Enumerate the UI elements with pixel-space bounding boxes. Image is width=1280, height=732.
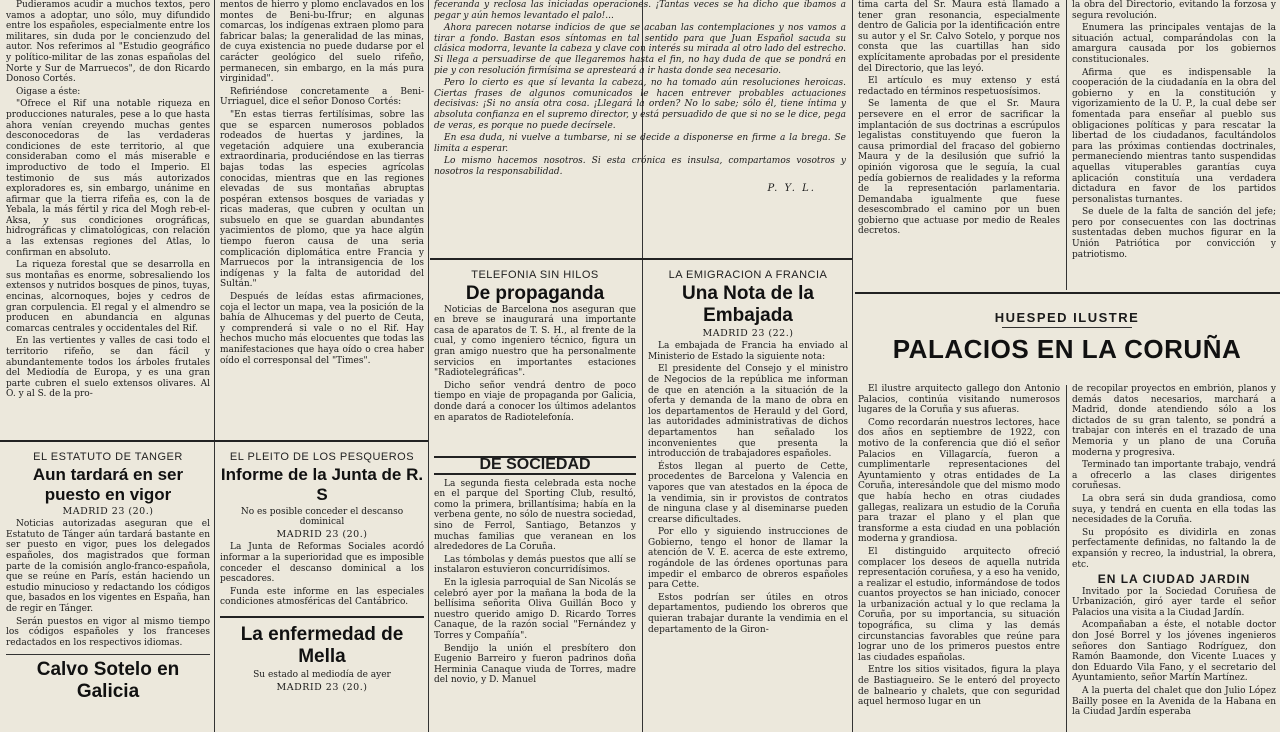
article-body [220, 0, 424, 366]
article-emigracion [648, 270, 848, 732]
paragraph: El distinguido arquitecto ofreció complacer los deseos de aquella nutrida representación coruñesa, y a eso ha venido, a realizar el estudio, informándose de todos cuantos proyectos se han iniciado, conocer la urbanización actual y lo que reclama la Coruña, por su importancia, su situación topográfica, su clima y las demás circunstancias favorables que reúne para lograr uno de los primeros puestos entre las ciudades españolas. [858, 546, 1060, 663]
dateline: MADRID 23 (20.) [276, 681, 368, 693]
paragraph: La Junta de Reformas Sociales acordó informar a la superioridad que es imposible conceder el descanso dominical a los pescadores. [220, 542, 424, 585]
divider [1002, 327, 1132, 328]
headline: Calvo Sotelo en Galicia [36, 659, 180, 703]
paragraph: El presidente del Consejo y el ministro de Negocios de la república me informan de que en atención a la situación de la oferta y demanda de la mano de obra en los departamentos de Herauld y del Gord, las autoridades administrativas de dichos departamentos han señalado los inconvenientes que presenta la introducción de trabajadores españoles. [648, 364, 848, 460]
paragraph: Acompañaban a éste, el notable doctor don José Borrel y los jóvenes ingenieros señores don Santiago Rodríguez, don Ramón Baamonde, don Vicente Luaces y don Eduardo Vila Fano, y el secretario del Ayuntamiento, señor Martín Martínez. [1072, 620, 1276, 684]
section-rule [0, 440, 428, 442]
headline: PALACIOS EN LA CORUÑA [892, 334, 1242, 364]
headline: Informe de la Junta de R. S [220, 464, 424, 504]
paragraph: Pudieramos acudir a muchos textos, pero vamos a adoptar, uno sólo, muy difundido entre los españoles, especialmente entre los militares, sin duda por le concienzudo del autor. Nos referimos al "Estudio geográfico y político-militar de las zonas españolas del Norte y Sur de Marruecos", de don Ricardo Donoso Cortés. [6, 0, 210, 85]
paragraph: Estos podrían ser útiles en otros departamentos, pudiendo los obreros que quieran trabajar durante la vendimia en el departamento de la Giron- [648, 592, 848, 635]
paragraph: La obra será sin duda grandiosa, como suya, y tendrá en cuenta en ella todas las necesidades de la Coruña. [1072, 493, 1276, 526]
headline: De propaganda [465, 282, 605, 304]
dateline: MADRID 23 (20.) [276, 528, 368, 540]
article-tanger [6, 452, 210, 732]
paragraph: Noticias de Barcelona nos aseguran que en breve se inaugurará una importante casa de aparatos de T. S. H., al frente de la cual, y como ingeniero técnico, figura un gran amigo nuestro que ha personalmente servicios en importantes estaciones "Radiotelegráficas". [434, 304, 636, 379]
kicker: EL ESTATUTO DE TANGER [33, 452, 183, 463]
paragraph: tima carta del Sr. Maura está llamado a tener gran resonancia, especialmente dentro de Galicia por la identificación entre su autor y el Sr. Calvo Sotelo, y porque nos consta que las cuartillas han sido explícitamente aprobadas por el presidente del Directorio, que las leyó. [858, 0, 1060, 74]
paragraph: la obra del Directorio, evitando la forzosa y segura revolución. [1072, 0, 1276, 21]
paragraph: Noticias autorizadas aseguran que el Estatuto de Tánger aún tardará bastante en ser puesto en vigor, pues los delegados españoles, dos magistrados que forman parte de la comisión anglo-franco-española, que se reúne en París, están haciendo un estudio minucioso y redactando los códigos que, basados en los vigentes en España, han de regir en Tánger. [6, 519, 210, 614]
subtitle: No es posible conceder el descanso dominical [240, 506, 404, 528]
article-body [858, 384, 1060, 708]
paragraph: El ilustre arquitecto gallego don Antonio Palacios, continúa visitando numerosos lugares de la Coruña y sus afueras. [858, 384, 1060, 416]
paragraph: Oigase a éste: [16, 86, 81, 97]
column-rule [428, 0, 429, 732]
paragraph: "Ofrece el Rif una notable riqueza en producciones naturales, pese a lo que hasta ahora venían creyendo muchas gentes desconocedoras de las verdaderas condiciones de este territorio, al que consideraban como el más miserable e improductivo de todo el Imperio. El testimonio de sus más autorizados exploradores es, sin embargo, unánime en afirmar que la tierra rifeña es, con la de Yebala, la más fértil y rica del Mogh reb-el-Aksa, y sus condiciones orográficas, hidrográficas y climatológicas, con relación a las extensas regiones del Atlas, lo confirman en absoluto. [6, 99, 210, 258]
article-rif-column-2 [220, 0, 424, 436]
paragraph: Serán puestos en vigor al mismo tiempo los códigos españoles y los franceses redactados en los respectivos idiomas. [6, 616, 210, 648]
paragraph: El artículo es muy extenso y está redactado en términos respetuosísimos. [858, 76, 1060, 97]
article-telefonia [434, 270, 636, 448]
article-body [6, 0, 210, 400]
paragraph: Por ello y siguiendo instrucciones de Gobierno, tengo el honor de llamar la atención de V. E. acerca de este extremo, rogándole de las órdenes oportunas para impedir el embarco de obreros españoles para Cette. [648, 527, 848, 591]
kicker: LA EMIGRACION A FRANCIA [668, 270, 828, 281]
article-rif-column-1 [6, 0, 210, 436]
paragraph: Bendijo la unión el presbítero don Eugenio Barreiro y fueron padrinos doña Herminia Canaque viuda de Torres, madre del novio, y D. Manuel [434, 643, 636, 686]
subtitle: Su estado al mediodía de ayer [253, 669, 391, 680]
paragraph: de recopilar proyectos en embrión, planos y demás datos necesarios, marchará a Madrid, donde atendiendo sólo a los dictados de su gran talento, se pondrá a trabajar con interés en el trazado de una Memoria y un plano de una Coruña moderna y progresiva. [1072, 384, 1276, 458]
paragraph: Funda este informe en las especiales condiciones atmosféricas del Cantábrico. [220, 586, 424, 608]
paragraph: Enumera las principales ventajas de la situación actual, comparándolas con la amargura causada por los gobiernos constitucionales. [1072, 23, 1276, 65]
article-body [6, 519, 210, 648]
paragraph: Lo mismo hacemos nosotros. Si esta crónica es insulsa, compartamos vosotros y nosotros la responsabilidad. [434, 156, 846, 177]
article-body [434, 479, 636, 686]
section-rule [430, 258, 852, 260]
article-pesqueros [220, 452, 424, 732]
paragraph: A la puerta del chalet que don Julio López Bailly posee en la Avenida de la Habana en la Ciudad Jardín esperaba [1072, 686, 1276, 718]
column-rule [214, 0, 215, 732]
divider [6, 654, 210, 655]
paragraph: Éstos llegan al puerto de Cette, procedentes de Barcelona y Valencia en vapores que van atestados en la época de la vendimia, sin ir provistos de contratos de ninguna clase y al diseminarse pueden crearse dificultades. [648, 461, 848, 525]
headline: Una Nota de la Embajada [682, 282, 814, 326]
dateline: MADRID 23 (20.) [62, 505, 154, 517]
section-headline: DE SOCIEDAD [434, 456, 636, 475]
section-rule [855, 292, 1280, 294]
paragraph: Su propósito es dividirla en zonas perfectamente definidas, no faltando la de expansión y recreo, la industrial, la obrera, etc. [1072, 527, 1276, 570]
paragraph: mentos de hierro y plomo enclavados en los montes de Beni-bu-Ifrur; en algunas comarcas, los indígenas extraen plomo para fabricar balas; la generalidad de las minas, de cuya existencia no puede dudarse por el carácter geológico del suelo rifeño, permanecen, sin embargo, en la más pura virginidad". [220, 0, 424, 85]
column-rule [852, 0, 853, 732]
kicker: TELEFONIA SIN HILOS [471, 270, 599, 281]
column-rule [1066, 0, 1067, 290]
kicker: HUESPED ILUSTRE [994, 310, 1140, 325]
paragraph: En las vertientes y valles de casi todo el territorio rifeño, se dan fácil y abundantemente todos los árboles frutales del Mediodía de Europa, y es una gran parte cubren el suelo extensos olivares. Al O. y al S. de la pro- [6, 336, 210, 400]
headline: Aun tardará en ser puesto en vigor [32, 464, 184, 504]
headline: La enfermedad de Mella [240, 623, 404, 667]
paragraph: feceranda y reclosa las iniciadas operaciones. ¡Tantas veces se ha dicho que íbamos a pegar y aún hemos levantado el palo!... [434, 0, 846, 21]
chronicle-article [434, 0, 846, 254]
dateline: MADRID 23 (22.) [702, 327, 794, 339]
column-rule [1066, 385, 1067, 732]
article-body [1072, 384, 1276, 570]
article-huesped-header [858, 306, 1276, 382]
paragraph: "En estas tierras fertilísimas, sobre las que se esparcen numerosos poblados rodeados de huertas y jardines, la vegetación adquiere una exuberancia extraordinaria, produciéndose en las tierras bajas todas las especies agrícolas conocidas, mientras que en las regiones elevadas de sus montañas abruptas pospéran extensos bosques de variadas y ricas maderas, que cubren y ocultan un subsuelo en que se guardan abundantes yacimientos de plomo, que ya hace algún tiempo fueron causa de una seria complicación diplomática entre Francia y Marruecos por la intransigencia de los indígenas y la falta de autoridad del Sultán." [220, 109, 424, 290]
paragraph: La segunda fiesta celebrada esta noche en el parque del Sporting Club, resultó, como la primera, brillantísima; había en la verbena gente, no sólo de nuestra sociedad, sino de Ferrol, Santiago, Betanzos y muchas familias que veranean en los alrededores de La Coruña. [434, 478, 636, 553]
article-maura-continued [1072, 0, 1276, 288]
paragraph: Afirma que es indispensable la cooperación de la ciudadanía en la obra del gobierno y en la constitución y vigorizamiento de la U. P., la cual debe ser fomentada para enseñar al pueblo sus obligaciones políticas y para rescatar la libertad de los ciudadanos, facultándolos para las próximas contiendas doctrinales, permaneciendo mientras tanto suspendidas aquellas vituperables garantías cuya aplicación constituía una verdadera dictadura en favor de los partidos personalistas turnantes. [1072, 67, 1276, 205]
paragraph: Pero lo cierto es que sí levanta la cabeza, no ha tomado aún resoluciones heroicas. Ciertas frases de algunos comunicados le hacen entrever probables actuaciones decisivas: ¡Si no ansía otra cosa. ¡Llegará la orden? No lo sabe; sólo él, tiene íntima y absoluta confianza en el supremo director, y está persuadido de que si no se le dice, pega de veras, es porque no puede decírsele. [434, 78, 846, 131]
article-maura [858, 0, 1060, 288]
article-body [220, 542, 424, 608]
article-huesped-column-1 [858, 384, 1060, 732]
signature: P. Y. L. [767, 182, 816, 194]
paragraph: Terminado tan importante trabajo, vendrá a ofrecerlo a las clases dirigentes coruñesas. [1072, 460, 1276, 492]
paragraph: Se lamenta de que el Sr. Maura persevere en el error de sacrificar la implantación de sus doctrinas a escrúpulos legalistas constituyendo que fueron la causa primordial del fracaso del gobierno Maura y de la desilusión que sufrió la opinión vigorosa que le seguía, la cual pedía gobiernos de realidades y la reforma de la representación parlamentaria. Demandaba igualmente que fuese desescombrado el camino por un buen gobierno que actuase por medio de Reales decretos. [858, 99, 1060, 237]
paragraph: En la iglesia parroquial de San Nicolás se celebró ayer por la mañana la boda de la bellísima señorita Oliva Guillán Boco y nuestro querido amigo D. Ricardo Torres Canaque, de la razón social "Fernández y Torres y Compañía". [434, 577, 636, 641]
kicker: EL PLEITO DE LOS PESQUEROS [229, 452, 415, 463]
paragraph: Después de leídas estas afirmaciones, coja el lector un mapa, vea la posición de la bahía de Alhucemas y del puerto de Ceuta, y comprenderá si vale o no el Rif. Hay hechos mucho más elocuentes que todas las manifestaciones que haya oído o crea haber oído el corresponsal del "Times". [220, 292, 424, 366]
paragraph: Dicho señor vendrá dentro de poco tiempo en viaje de propaganda por Galicia, donde dará a conocer los últimos adelantos en aparatos de Radiotelefonía. [434, 380, 636, 423]
article-body [434, 0, 846, 178]
article-body [858, 0, 1060, 237]
paragraph: En esa duda, ni vuelve a tumbarse, ni se decide a disponerse en firme a la brega. Se limita a esperar. [434, 133, 846, 154]
paragraph: Las tómbolas y demás puestos que allí se instalaron estuvieron concurridísimos. [434, 554, 636, 576]
paragraph: Entre los sitios visitados, figura la playa de Bastiagueiro. Se le enteró del proyecto de balneario y chalets, que con seguridad aquel hermoso lugar en un [858, 665, 1060, 708]
paragraph: Invitado por la Sociedad Coruñesa de Urbanización, giró ayer tarde el señor Palacios una visita a la Ciudad Jardín. [1072, 586, 1276, 618]
paragraph: La embajada de Francia ha enviado al Ministerio de Estado la siguiente nota: [648, 341, 848, 362]
paragraph: Ahora parecen notarse indicios de que se acaban las contemplaciones y nos vamos a tirar a fondo. Bastan esos síntomas en tal sentido para que Juan Español sacuda su clásica modorra, levante la cabeza y clave con interés su mirada al otro lado del estrecho. Si llega a persuadirse de que llegaremos hasta el fin, no hay duda de que se pondrá en pie y con resolución firmísima se apresteará a ir hasta donde sea necesario. [434, 23, 846, 76]
article-huesped-column-2 [1072, 384, 1276, 732]
article-sociedad [434, 454, 636, 732]
section-subhead: EN LA CIUDAD JARDIN [1097, 572, 1251, 587]
article-body [1072, 587, 1276, 718]
paragraph: Como recordarán nuestros lectores, hace dos años en septiembre de 1922, con motivo de la conferencia que dió el señor Palacios en Villagarcía, fueron a cumplimentarle representaciones del Ayuntamiento y otras entidades de La Coruña, interesándole que del mismo modo que había hecho en otras ciudades gallegas, realizara un estudio de la Coruña para trazar el plano y el plan que transforme a esta ciudad en una población moderna y grandiosa. [858, 417, 1060, 545]
divider [220, 616, 424, 618]
paragraph: Refiriéndose concretamente a Beni-Urriaguel, dice el señor Donoso Cortés: [220, 86, 424, 108]
article-body [648, 341, 848, 635]
paragraph: Se duele de la falta de sanción del jefe; pero por consecuentes con las doctrinas sustentadas deben muchos figurar en la Unión Patriótica por convicción y patriotismo. [1072, 207, 1276, 260]
article-body [1072, 0, 1276, 260]
article-body [434, 305, 636, 424]
paragraph: La riqueza forestal que se desarrolla en sus montañas es enorme, sobresaliendo los extensos y nutridos bosques de pinos, tuyas, encinas, alcornoques, bojes y cedros de gran corpulencia. El regal y el almendro se producen en abundancia en algunas comarcas centrales y occidentales del Rif. [6, 260, 210, 334]
